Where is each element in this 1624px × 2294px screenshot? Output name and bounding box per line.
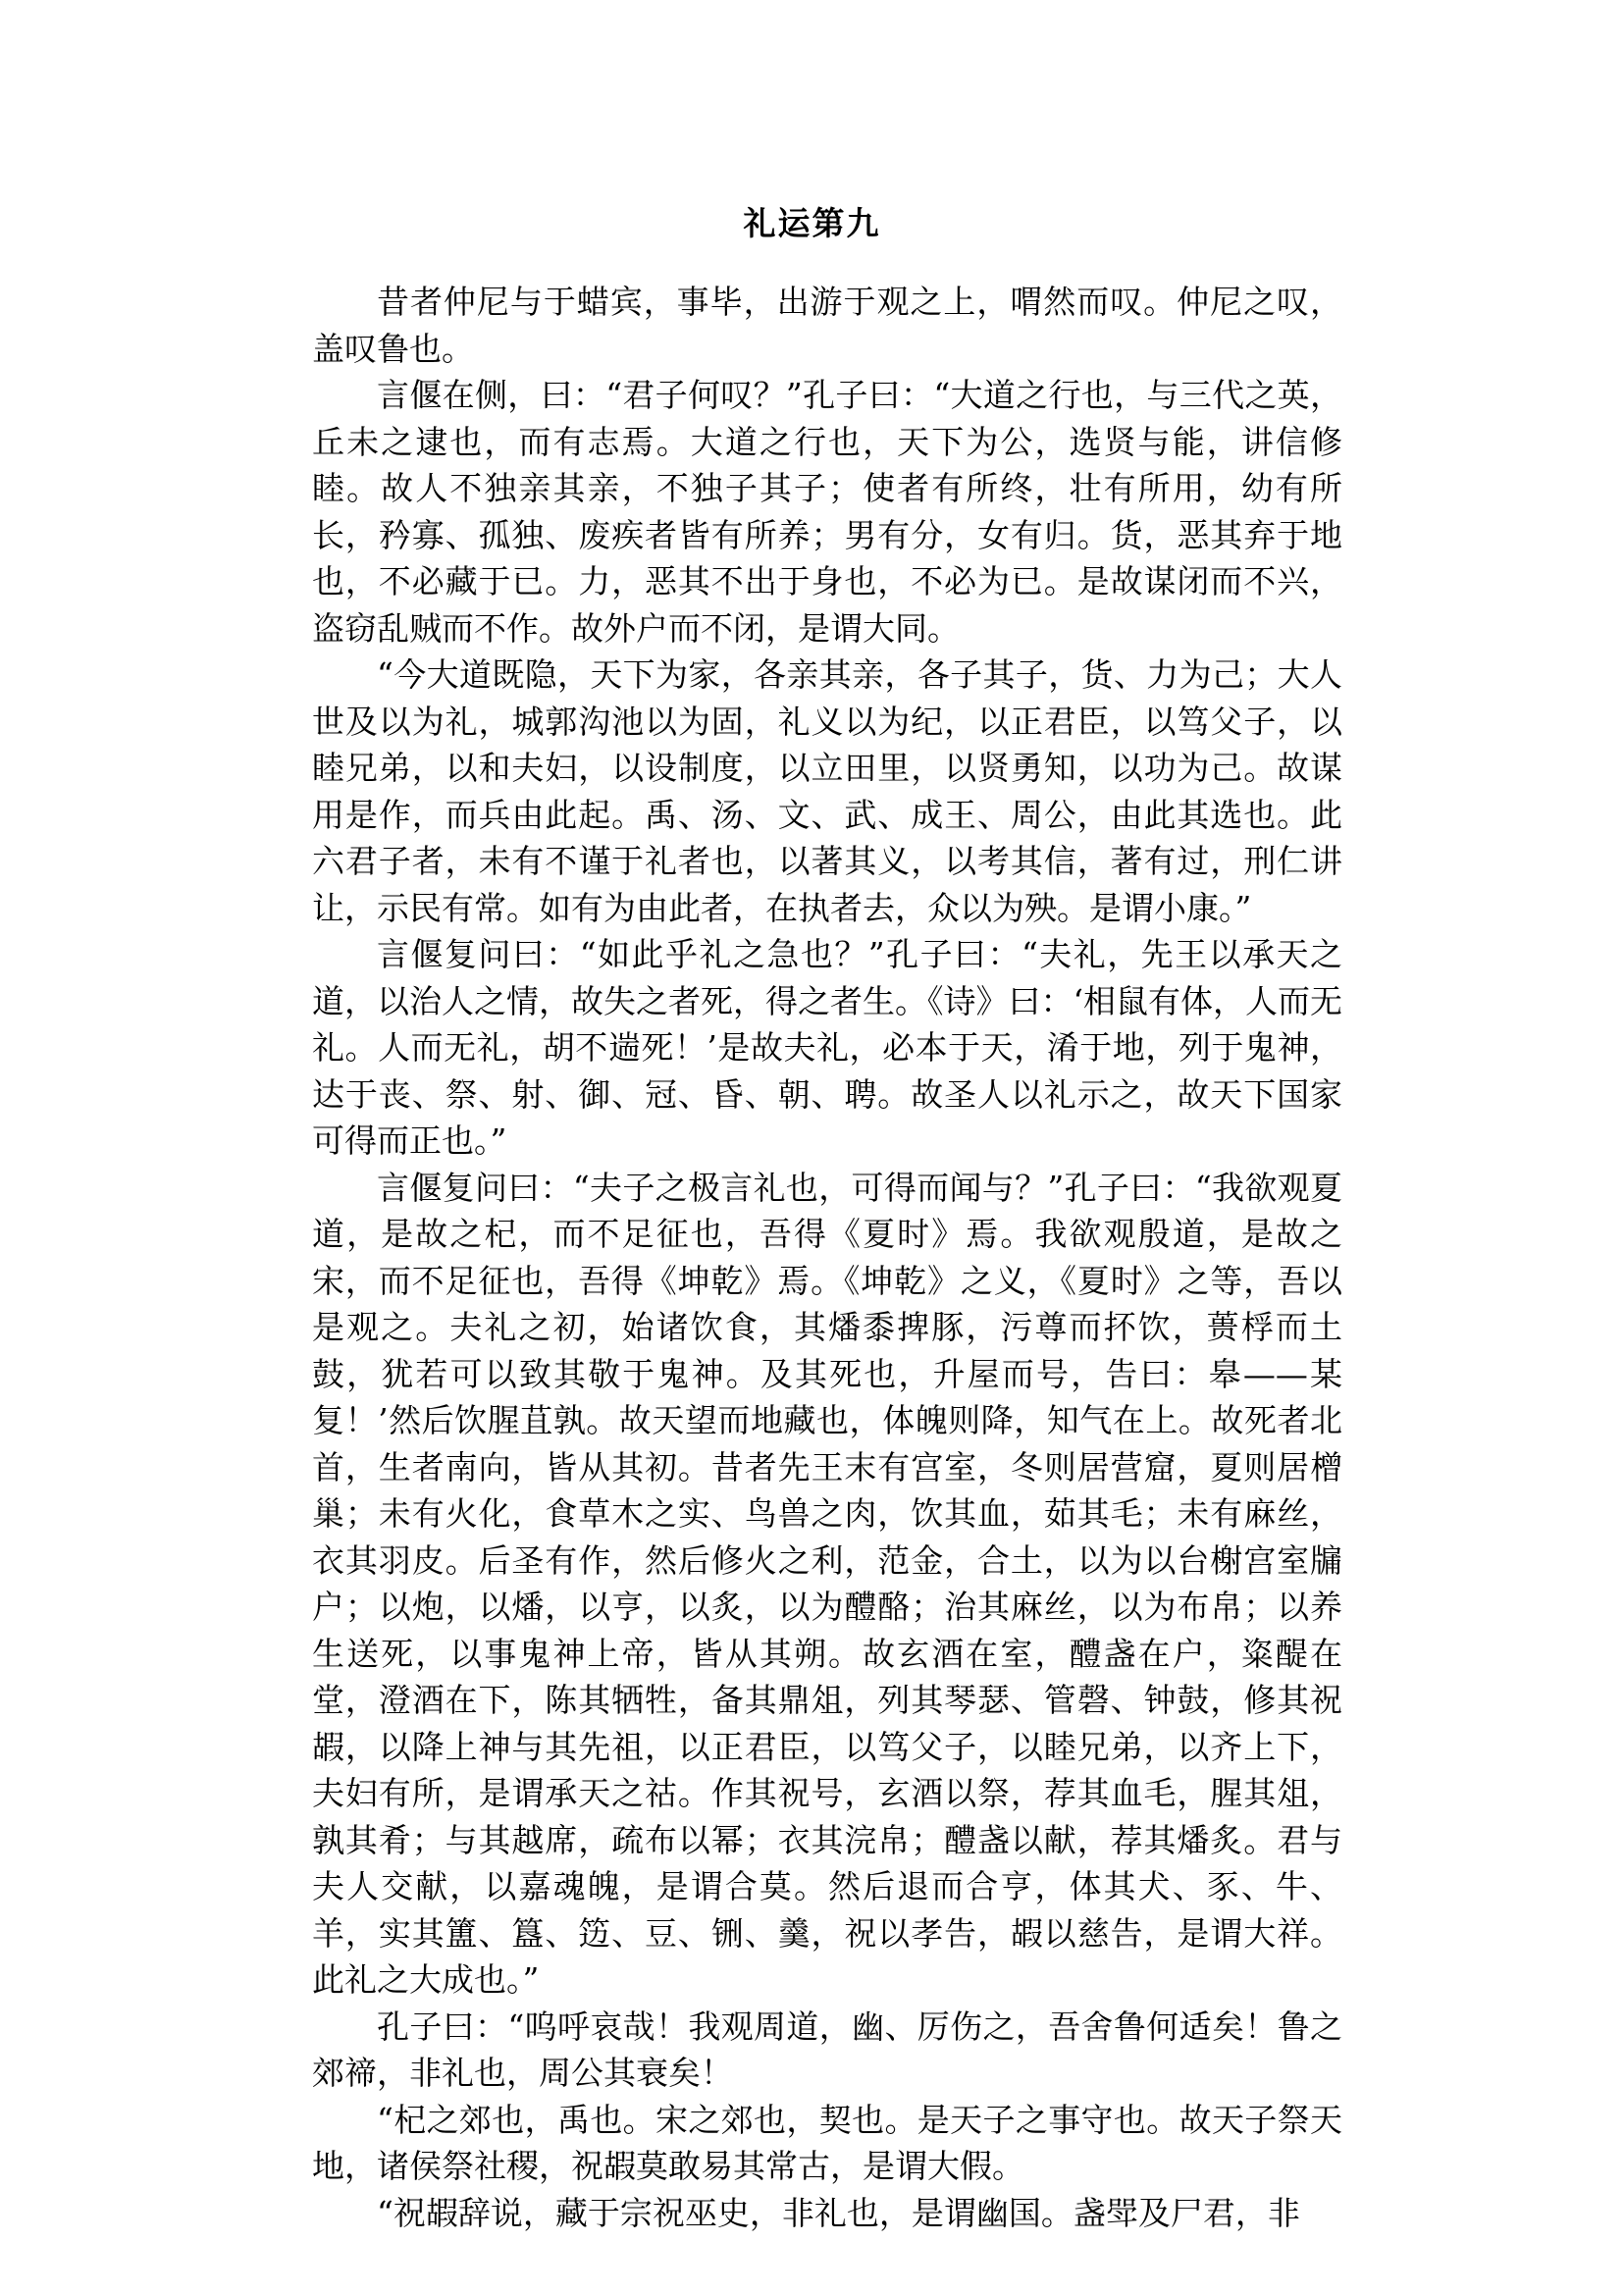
paragraph: 言偃复问曰：“如此乎礼之急也？”孔子曰：“夫礼，先王以承天之道，以治人之情，故失之者死，得之者生。《诗》曰：‘相鼠有体，人而无礼。人而无礼，胡不遄死！’是故夫礼，必本于天，淆于地，列于鬼神，达于丧、祭、射、御、冠、昏、朝、聘。故圣人以礼示之，故天下国家可得而正也。” [312, 935, 1342, 1160]
paragraph: “今大道既隐，天下为家，各亲其亲，各子其子，货、力为己；大人世及以为礼，城郭沟池以为固，礼义以为纪，以正君臣，以笃父子，以睦兄弟，以和夫妇，以设制度，以立田里，以贤勇知，以功为己。故谋用是作，而兵由此起。禹、汤、文、武、成王、周公，由此其选也。此六君子者，未有不谨于礼者也，以著其义，以考其信，著有过，刑仁讲让，示民有常。如有为由此者，在执者去，众以为殃。是谓小康。” [312, 655, 1342, 927]
document-title: 礼运第九 [743, 204, 881, 242]
paragraph: 言偃复问曰：“夫子之极言礼也，可得而闻与？”孔子曰：“我欲观夏道，是故之杞，而不足征也，吾得《夏时》焉。我欲观殷道，是故之宋，而不足征也，吾得《坤乾》焉。《坤乾》之义，《夏时》之等，吾以是观之。夫礼之初，始诸饮食，其燔黍捭豚，污尊而抔饮，蒉桴而土鼓，犹若可以致其敬于鬼神。及其死也，升屋而号，告曰：皋——某复！’然后饮腥苴孰。故天望而地藏也，体魄则降，知气在上。故死者北首，生者南向，皆从其初。昔者先王末有宫室，冬则居营窟，夏则居橧巢；未有火化，食草木之实、鸟兽之肉，饮其血，茹其毛；未有麻丝，衣其羽皮。后圣有作，然后修火之利，范金，合土，以为以台榭宫室牖户；以炮，以燔，以亨，以炙，以为醴酪；治其麻丝，以为布帛；以养生送死，以事鬼神上帝，皆从其朔。故玄酒在室，醴盏在户，粢醍在堂，澄酒在下，陈其牺牲，备其鼎俎，列其琴瑟、管磬、钟鼓，修其祝嘏，以降上神与其先祖，以正君臣，以笃父子，以睦兄弟，以齐上下，夫妇有所，是谓承天之祜。作其祝号，玄酒以祭，荐其血毛，腥其俎，孰其肴；与其越席，疏布以幂；衣其浣帛；醴盏以献，荐其燔炙。君与夫人交献，以嘉魂魄，是谓合莫。然后退而合亨，体其犬、豕、牛、羊，实其簠、簋、笾、豆、铏、羹，祝以孝告，嘏以慈告，是谓大祥。此礼之大成也。” [312, 1168, 1342, 1999]
paragraph: 昔者仲尼与于蜡宾，事毕，出游于观之上，喟然而叹。仲尼之叹，盖叹鲁也。 [312, 283, 1342, 368]
paragraph: “杞之郊也，禹也。宋之郊也，契也。是天子之事守也。故天子祭天地，诸侯祭社稷，祝嘏莫敢易其常古，是谓大假。 [312, 2100, 1342, 2185]
document-body [312, 279, 1342, 2236]
paragraph: “祝嘏辞说，藏于宗祝巫史，非礼也，是谓幽国。盏斝及尸君，非 [377, 2193, 1300, 2232]
paragraph: 言偃在侧，曰：“君子何叹？”孔子曰：“大道之行也，与三代之英，丘未之逮也，而有志焉。大道之行也，天下为公，选贤与能，讲信修睦。故人不独亲其亲，不独子其子；使者有所终，壮有所用，幼有所长，矜寡、孤独、废疾者皆有所养；男有分，女有归。货，恶其弃于地也，不必藏于已。力，恶其不出于身也，不必为已。是故谋闭而不兴，盗窃乱贼而不作。故外户而不闭，是谓大同。 [312, 376, 1342, 648]
paragraph: 孔子曰：“呜呼哀哉！我观周道，幽、厉伤之，吾舍鲁何适矣！鲁之郊禘，非礼也，周公其衰矣！ [312, 2007, 1342, 2092]
